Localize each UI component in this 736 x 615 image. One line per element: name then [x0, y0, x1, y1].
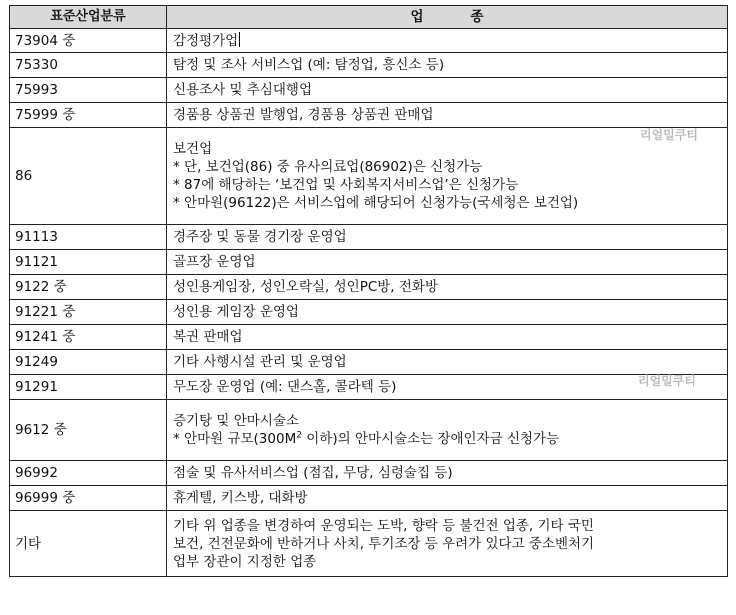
note-text: * 안마원 규모(300M — [173, 431, 297, 447]
table-row — [10, 350, 728, 375]
row-line: 보건, 건전문화에 반하거나 사치, 투기조장 등 우려가 있다고 중소벤처기 — [173, 535, 595, 552]
table-row — [10, 300, 728, 325]
row-note — [173, 430, 721, 448]
row-line: 업부 장관이 지정한 업종 — [173, 553, 317, 570]
row-business: 경품용 상품권 발행업, 경품용 상품권 판매업 — [167, 103, 728, 128]
table-row — [10, 78, 728, 103]
table-row — [10, 225, 728, 250]
row-business: 복권 판매업 — [167, 325, 728, 350]
row-code: 86 — [10, 128, 167, 225]
row-line: 기타 위 업종을 변경하여 운영되는 도박, 향락 등 불건전 업종, 기타 국민 — [173, 517, 594, 534]
row-business[interactable] — [167, 29, 728, 53]
watermark: 리얼밀쿠티 — [640, 128, 698, 142]
note-text: 이하)의 안마시술소는 장애인자금 신청가능 — [301, 431, 560, 447]
row-code: 91249 — [10, 350, 167, 375]
row-business — [167, 511, 728, 577]
row-code: 91113 — [10, 225, 167, 250]
row-code: 75993 — [10, 78, 167, 103]
row-code: 91121 — [10, 250, 167, 275]
row-business: 성인용 게임장 운영업 — [167, 300, 728, 325]
row-business: 점술 및 유사서비스업 (점집, 무당, 심령술집 등) — [167, 461, 728, 486]
table-row — [10, 486, 728, 511]
row-business — [167, 400, 728, 461]
row-line: 증기탕 및 안마시술소 — [173, 413, 299, 429]
row-business: 휴게텔, 키스방, 대화방 — [167, 486, 728, 511]
table-row — [10, 325, 728, 350]
row-business: 무도장 운영업 (예: 댄스홀, 콜라텍 등) — [167, 375, 728, 400]
row-code: 91241 중 — [10, 325, 167, 350]
header-business: 업 종 — [167, 6, 728, 29]
table-row — [10, 250, 728, 275]
row-code: 73904 중 — [10, 29, 167, 53]
row-code: 9122 중 — [10, 275, 167, 300]
row-code: 75330 — [10, 53, 167, 78]
row-business: 골프장 운영업 — [167, 250, 728, 275]
row-line: 감정평가업 — [173, 32, 239, 49]
table-row — [10, 400, 728, 461]
table-row — [10, 275, 728, 300]
watermark: 리얼밀쿠티 — [638, 374, 696, 388]
text-cursor — [239, 32, 240, 47]
row-code: 91221 중 — [10, 300, 167, 325]
table-row — [10, 511, 728, 577]
note-superscript: 2 — [296, 430, 302, 441]
table-row — [10, 128, 728, 225]
table-row — [10, 29, 728, 53]
row-business: 경주장 및 동물 경기장 운영업 — [167, 225, 728, 250]
header-row — [10, 6, 728, 29]
header-code: 표준산업분류 — [10, 6, 167, 29]
table-row — [10, 103, 728, 128]
row-line: * 안마원(96122)은 서비스업에 해당되어 신청가능(국세청은 보건업) — [173, 195, 579, 211]
row-business: 성인용게임장, 성인오락실, 성인PC방, 전화방 — [167, 275, 728, 300]
row-line: * 단, 보건업(86) 중 유사의료업(86902)은 신청가능 — [173, 159, 483, 175]
row-code: 9612 중 — [10, 400, 167, 461]
row-business: 기타 사행시설 관리 및 운영업 — [167, 350, 728, 375]
restricted-industry-table — [9, 5, 728, 577]
row-business: 신용조사 및 추심대행업 — [167, 78, 728, 103]
row-code: 91291 — [10, 375, 167, 400]
row-code: 96999 중 — [10, 486, 167, 511]
table-row — [10, 375, 728, 400]
table-row — [10, 461, 728, 486]
row-code: 75999 중 — [10, 103, 167, 128]
table-row — [10, 53, 728, 78]
row-business: 탐정 및 조사 서비스업 (예: 탐정업, 흥신소 등) — [167, 53, 728, 78]
row-code: 96992 — [10, 461, 167, 486]
row-line: * 87에 해당하는 ‘보건업 및 사회복지서비스업’은 신청가능 — [173, 177, 519, 193]
row-line: 보건업 — [173, 141, 213, 157]
row-code: 기타 — [10, 511, 167, 577]
